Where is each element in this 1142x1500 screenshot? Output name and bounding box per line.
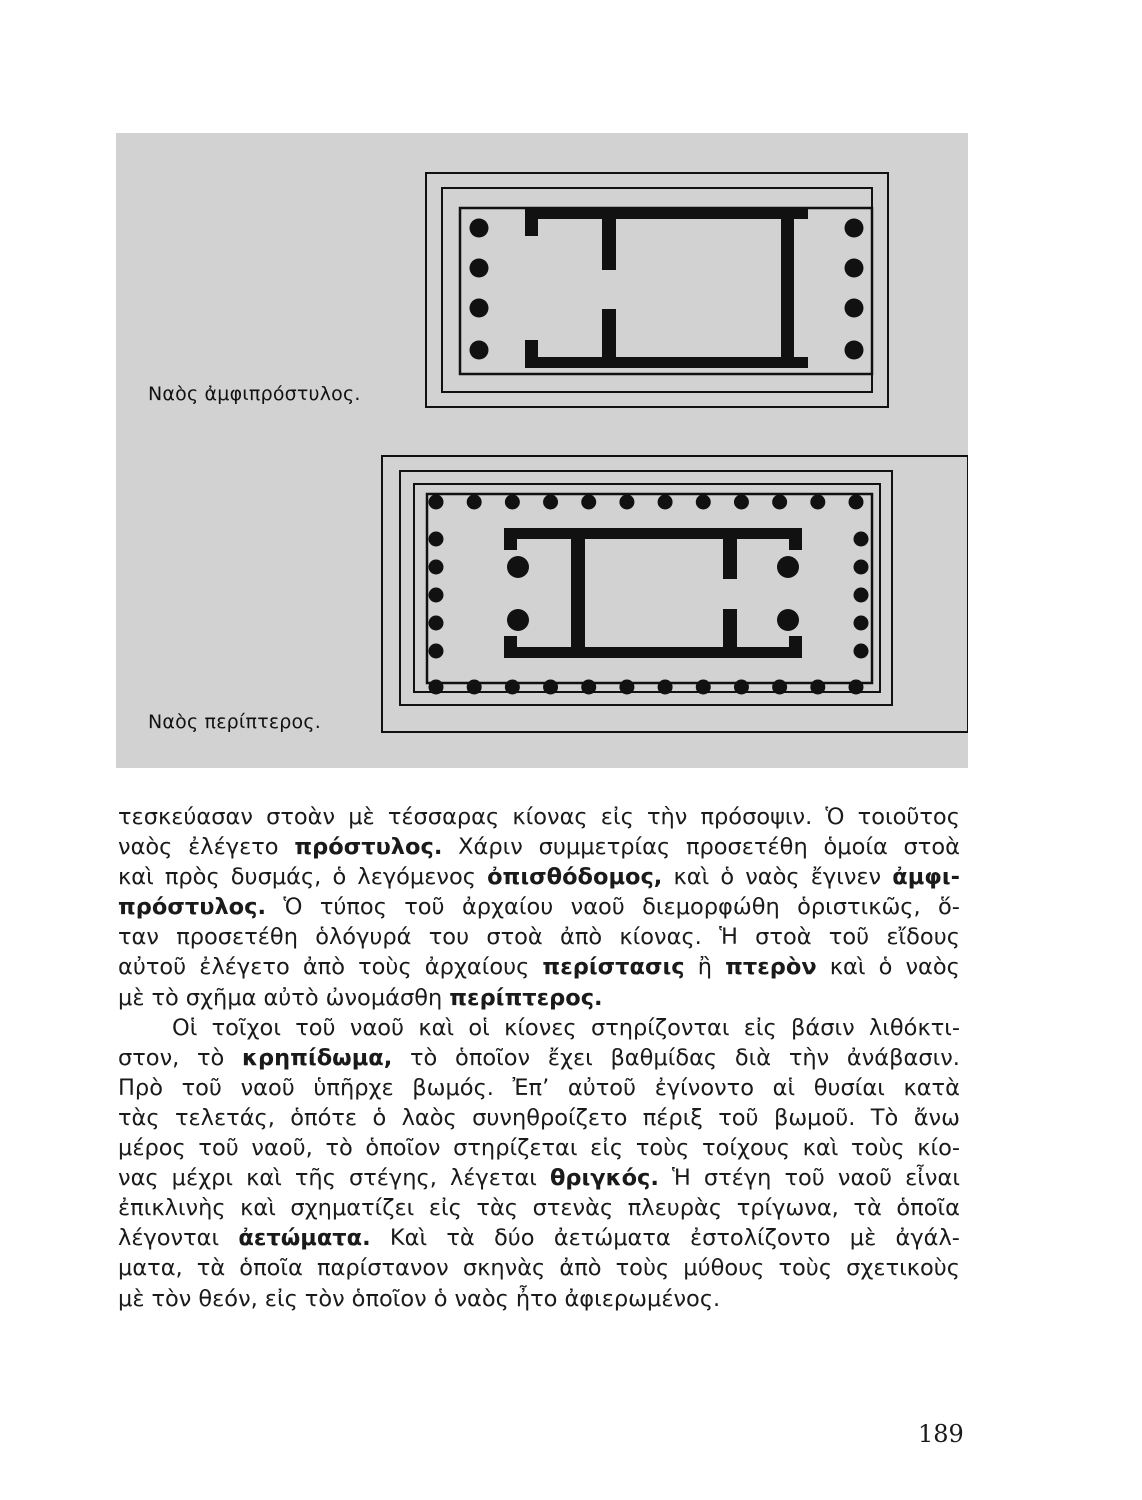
word: τοῦ xyxy=(718,1104,759,1131)
column-dot xyxy=(777,556,799,578)
word: μέρος xyxy=(118,1135,186,1162)
word: τὸν xyxy=(304,1285,345,1312)
word: στον, xyxy=(118,1044,180,1071)
word: τρίγωνα, xyxy=(736,1195,839,1222)
word: δυσμάς, xyxy=(230,864,322,891)
word: τῆς xyxy=(294,1165,336,1192)
column-dot xyxy=(854,588,869,603)
word: ἐλέγετο xyxy=(188,834,279,861)
word: τοιοῦτος xyxy=(857,804,960,830)
word: στοὰ xyxy=(486,924,543,951)
word: θυσίαι xyxy=(813,1074,885,1101)
word: λιθόκτι- xyxy=(868,1014,960,1041)
word: στέγης, xyxy=(348,1165,437,1192)
text-line xyxy=(118,862,960,892)
word: τὴν xyxy=(646,804,688,830)
column-dot xyxy=(845,299,864,318)
word: Οἱ xyxy=(172,1014,198,1041)
word: τοὺς xyxy=(358,954,412,981)
text-line xyxy=(118,1013,960,1043)
word: αὐτὸ xyxy=(263,984,319,1011)
column-dot xyxy=(470,219,489,238)
column-dot xyxy=(658,680,673,695)
column-dot xyxy=(845,219,864,238)
word: κίονας. xyxy=(619,924,702,951)
column-dot xyxy=(467,495,482,510)
column-dot xyxy=(543,495,558,510)
word: ἀρχαίου xyxy=(461,894,554,921)
temple-plans-drawing xyxy=(116,133,968,768)
word: εἰς xyxy=(428,1195,462,1222)
column-dot xyxy=(845,259,864,278)
column-dot xyxy=(470,299,489,318)
word: τοὺς xyxy=(778,1255,833,1282)
word: καὶ xyxy=(418,1014,455,1041)
amphiprostyle-columns xyxy=(470,219,864,360)
word: τοῖχοι xyxy=(211,1014,281,1041)
bold-term: ὀπισθόδομος, xyxy=(487,864,663,891)
word: τὰς xyxy=(118,1104,160,1131)
amphiprostyle-cella xyxy=(525,208,808,368)
column-dot xyxy=(619,680,634,695)
word: ναὸς xyxy=(905,954,960,981)
word: Ἡ xyxy=(672,1165,691,1192)
word: λαὸς xyxy=(401,1104,457,1131)
amphiprostyle-stylobate xyxy=(460,208,872,374)
caption-peripteral: Ναὸς περίπτερος. xyxy=(148,711,321,733)
text-line xyxy=(118,1284,960,1314)
word: σχῆμα xyxy=(185,984,257,1011)
word: Χάριν xyxy=(458,834,523,861)
text-line xyxy=(118,832,960,862)
column-dot xyxy=(658,495,673,510)
word: τελετάς, xyxy=(174,1104,275,1131)
word: κίονας xyxy=(512,804,588,830)
word: βαθμίδας xyxy=(610,1044,718,1071)
word: τοὺς xyxy=(615,1255,670,1282)
column-dot xyxy=(429,495,444,510)
word: ὠνομάσθη xyxy=(325,984,443,1011)
word: καὶ xyxy=(118,864,154,891)
text-line xyxy=(118,1103,960,1133)
word: ματα, xyxy=(118,1255,183,1282)
word: τοῦ xyxy=(198,1135,239,1162)
word: ὁ xyxy=(332,864,347,891)
text-line xyxy=(118,1193,960,1223)
caption-amphiprostyle: Ναὸς ἀμφιπρόστυλος. xyxy=(148,383,361,405)
bold-term: ἀμφι- xyxy=(892,864,960,891)
word: διὰ xyxy=(734,1044,772,1071)
bold-term: περίστασις xyxy=(542,954,685,981)
column-dot xyxy=(772,680,787,695)
bold-term: πτερὸν xyxy=(725,954,817,981)
column-dot xyxy=(543,680,558,695)
word: καὶ xyxy=(240,1195,276,1222)
word: καὶ xyxy=(802,1135,839,1162)
column-dot xyxy=(696,495,711,510)
word: διεμορφώθη xyxy=(642,894,780,921)
bold-term: κρηπίδωμα, xyxy=(242,1044,393,1071)
column-dot xyxy=(854,560,869,575)
word: τοῦ xyxy=(828,924,870,951)
word: πλευρὰς xyxy=(627,1195,723,1222)
bold-term: ἀετώματα. xyxy=(238,1225,371,1252)
word: θεόν, xyxy=(198,1285,258,1312)
text-line xyxy=(118,952,960,982)
word: του xyxy=(428,924,470,951)
column-dot xyxy=(849,495,864,510)
word: ὁ xyxy=(720,864,735,891)
word: ναοῦ xyxy=(570,894,625,921)
word: ἀρχαίους xyxy=(424,954,530,981)
word: ἔγινεν xyxy=(810,864,882,891)
bold-term: πρόστυλος. xyxy=(118,894,267,921)
word: αἱ xyxy=(772,1074,796,1101)
text-line xyxy=(118,1043,960,1073)
word: τοίχους xyxy=(702,1135,790,1162)
word: μύθους xyxy=(683,1255,765,1282)
word: κατὰ xyxy=(903,1074,960,1101)
word: σχετικοὺς xyxy=(846,1255,960,1282)
word: λέγονται xyxy=(118,1225,220,1252)
word: τοῦ xyxy=(784,1165,825,1192)
column-dot xyxy=(429,680,444,695)
word: ἐστολίζοντο xyxy=(689,1225,831,1252)
column-dot xyxy=(810,680,825,695)
word: ἀφιερωμένος. xyxy=(564,1285,721,1312)
column-dot xyxy=(429,644,444,659)
word: τὰ xyxy=(196,1255,226,1282)
word: ναὸς xyxy=(118,834,173,861)
word: Τὸ xyxy=(870,1104,899,1131)
column-dot xyxy=(429,616,444,631)
word: εἰς xyxy=(743,1014,777,1041)
column-dot xyxy=(429,588,444,603)
column-dot xyxy=(734,680,749,695)
word: τὰ xyxy=(446,1225,475,1252)
word: τοὺς xyxy=(851,1135,905,1162)
peripteral-plan xyxy=(382,456,968,732)
bold-term: πρόστυλος. xyxy=(294,834,443,861)
word: εἶναι xyxy=(905,1165,960,1192)
word: ἢ xyxy=(697,954,712,981)
word: στενὰς xyxy=(532,1195,614,1222)
word: πρόσοψιν. xyxy=(700,804,813,830)
word: τὰ xyxy=(853,1195,882,1222)
word: δύο xyxy=(494,1225,535,1252)
text-line xyxy=(118,802,960,832)
peripteral-inner-step xyxy=(414,484,880,692)
word: ὁ xyxy=(433,1285,448,1312)
body-text xyxy=(118,802,960,1314)
word: μὲ xyxy=(118,984,145,1011)
word: τοῦ xyxy=(181,1074,222,1101)
word: στοὰν xyxy=(266,804,336,830)
text-line xyxy=(118,892,960,922)
peripteral-cella xyxy=(504,528,802,658)
word: τὸ xyxy=(325,1135,353,1162)
word: στηρίζονται xyxy=(590,1014,730,1041)
temple-plans-figure xyxy=(116,133,968,768)
column-dot xyxy=(845,341,864,360)
word: αὐτοῦ xyxy=(567,1074,637,1101)
word: στοὰ xyxy=(755,924,812,951)
column-dot xyxy=(429,532,444,547)
word: ναὸς xyxy=(454,1285,509,1312)
word: λέγεται xyxy=(449,1165,537,1192)
word: βάσιν xyxy=(791,1014,855,1041)
word: ναοῦ xyxy=(240,1074,295,1101)
word: τοῦ xyxy=(295,1014,336,1041)
word: ἀπὸ xyxy=(302,954,345,981)
column-dot xyxy=(810,495,825,510)
column-dot xyxy=(777,609,799,631)
text-line xyxy=(118,922,960,952)
word: ὁποῖον xyxy=(455,1044,531,1071)
word: καὶ xyxy=(246,1165,282,1192)
word: τύπος xyxy=(319,894,387,921)
word: στέγη xyxy=(703,1165,772,1192)
page-number: 189 xyxy=(918,1420,964,1448)
column-dot xyxy=(470,259,489,278)
word: στοὰ xyxy=(903,834,960,861)
word: τὸ xyxy=(197,1044,225,1071)
word: σκηνὰς xyxy=(462,1255,546,1282)
column-dot xyxy=(581,680,596,695)
word: τέσσαρας xyxy=(387,804,500,830)
word: τοῦ xyxy=(404,894,445,921)
word: οἱ xyxy=(468,1014,490,1041)
word: τὸ xyxy=(151,984,179,1011)
word: τὴν xyxy=(788,1044,830,1071)
word: ὁ xyxy=(372,1104,387,1131)
word: ὅ- xyxy=(938,894,960,921)
word: συνηθροίζετο xyxy=(472,1104,628,1131)
word: Καὶ xyxy=(389,1225,428,1252)
word: τὰς xyxy=(476,1195,518,1222)
word: ναοῦ, xyxy=(251,1135,313,1162)
word: προσετέθη xyxy=(176,924,298,951)
word: ἦτο xyxy=(515,1285,558,1312)
peripteral-columns xyxy=(429,495,869,695)
word: ὁποῖα xyxy=(896,1195,960,1222)
column-dot xyxy=(505,495,520,510)
word: βωμός. xyxy=(412,1074,494,1101)
word: πρὸς xyxy=(164,864,220,891)
word: παρίστανον xyxy=(316,1255,449,1282)
word: ἀγάλ- xyxy=(895,1225,960,1252)
bold-term: θριγκός. xyxy=(549,1165,659,1192)
word: προσετέθη xyxy=(685,834,808,861)
word: ὁπότε xyxy=(290,1104,358,1131)
word: ναοῦ xyxy=(837,1165,893,1192)
word: βωμοῦ. xyxy=(773,1104,856,1131)
word: ἐγίνοντο xyxy=(654,1074,754,1101)
word: καὶ xyxy=(829,954,866,981)
column-dot xyxy=(849,680,864,695)
word: ὁριστικῶς, xyxy=(797,894,921,921)
word: μὲ xyxy=(849,1225,877,1252)
column-dot xyxy=(505,680,520,695)
word: ναὸς xyxy=(745,864,800,891)
word: εἰς xyxy=(590,1135,624,1162)
word: λεγόμενος xyxy=(357,864,476,891)
word: τὸν xyxy=(151,1285,192,1312)
word: εἰς xyxy=(264,1285,298,1312)
word: μὲ xyxy=(118,1285,145,1312)
text-line xyxy=(118,1223,960,1253)
column-dot xyxy=(619,495,634,510)
word: ναοῦ xyxy=(349,1014,405,1041)
amphiprostyle-plan xyxy=(426,173,888,407)
word: ὁλόγυρά xyxy=(315,924,412,951)
word: ἀετώματα xyxy=(553,1225,671,1252)
word: ἔχει xyxy=(547,1044,593,1071)
text-line xyxy=(118,1133,960,1163)
word: ὁ xyxy=(878,954,893,981)
word: μέχρι xyxy=(171,1165,234,1192)
word: Πρὸ xyxy=(118,1074,163,1101)
column-dot xyxy=(854,532,869,547)
word: ἀπὸ xyxy=(559,1255,602,1282)
word: Ἐπ’ xyxy=(512,1074,550,1101)
word: ὑπῆρχε xyxy=(313,1074,394,1101)
word: ἐλέγετο xyxy=(199,954,290,981)
word: ὁποῖον xyxy=(351,1285,427,1312)
column-dot xyxy=(507,556,529,578)
word: ἐπικλινὴς xyxy=(118,1195,226,1222)
column-dot xyxy=(734,495,749,510)
word: Ἡ xyxy=(719,924,738,951)
word: εἴδους xyxy=(886,924,960,951)
column-dot xyxy=(581,495,596,510)
word: πέριξ xyxy=(642,1104,703,1131)
column-dot xyxy=(854,644,869,659)
word: αὐτοῦ xyxy=(118,954,187,981)
word: νας xyxy=(118,1165,159,1192)
word: συμμετρίας xyxy=(538,834,671,861)
column-dot xyxy=(470,341,489,360)
word: στηρίζεται xyxy=(453,1135,578,1162)
word: ἀνάβασιν. xyxy=(846,1044,960,1071)
word: κίο- xyxy=(917,1135,960,1162)
word: σχηματίζει xyxy=(290,1195,415,1222)
word: τοὺς xyxy=(635,1135,690,1162)
bold-term: περίπτερος. xyxy=(449,984,603,1011)
column-dot xyxy=(696,680,711,695)
word: τὸ xyxy=(410,1044,438,1071)
column-dot xyxy=(507,609,529,631)
column-dot xyxy=(429,560,444,575)
text-line xyxy=(118,1253,960,1283)
word: ἀπὸ xyxy=(560,924,603,951)
word: ὁποῖα xyxy=(239,1255,303,1282)
column-dot xyxy=(467,680,482,695)
word: εἰς xyxy=(600,804,634,830)
text-line xyxy=(118,1073,960,1103)
word: Ὁ xyxy=(825,804,845,830)
word: ἄνω xyxy=(913,1104,960,1131)
column-dot xyxy=(854,616,869,631)
word: μὲ xyxy=(348,804,375,830)
word: ταν xyxy=(118,924,159,951)
text-line xyxy=(118,983,960,1013)
word: τεσκεύασαν xyxy=(118,804,253,830)
word: ὁποῖον xyxy=(365,1135,441,1162)
word: καὶ xyxy=(673,864,710,891)
text-line xyxy=(118,1163,960,1193)
word: κίονες xyxy=(504,1014,577,1041)
word: Ὁ xyxy=(283,894,303,921)
word: ὁμοία xyxy=(823,834,888,861)
column-dot xyxy=(772,495,787,510)
